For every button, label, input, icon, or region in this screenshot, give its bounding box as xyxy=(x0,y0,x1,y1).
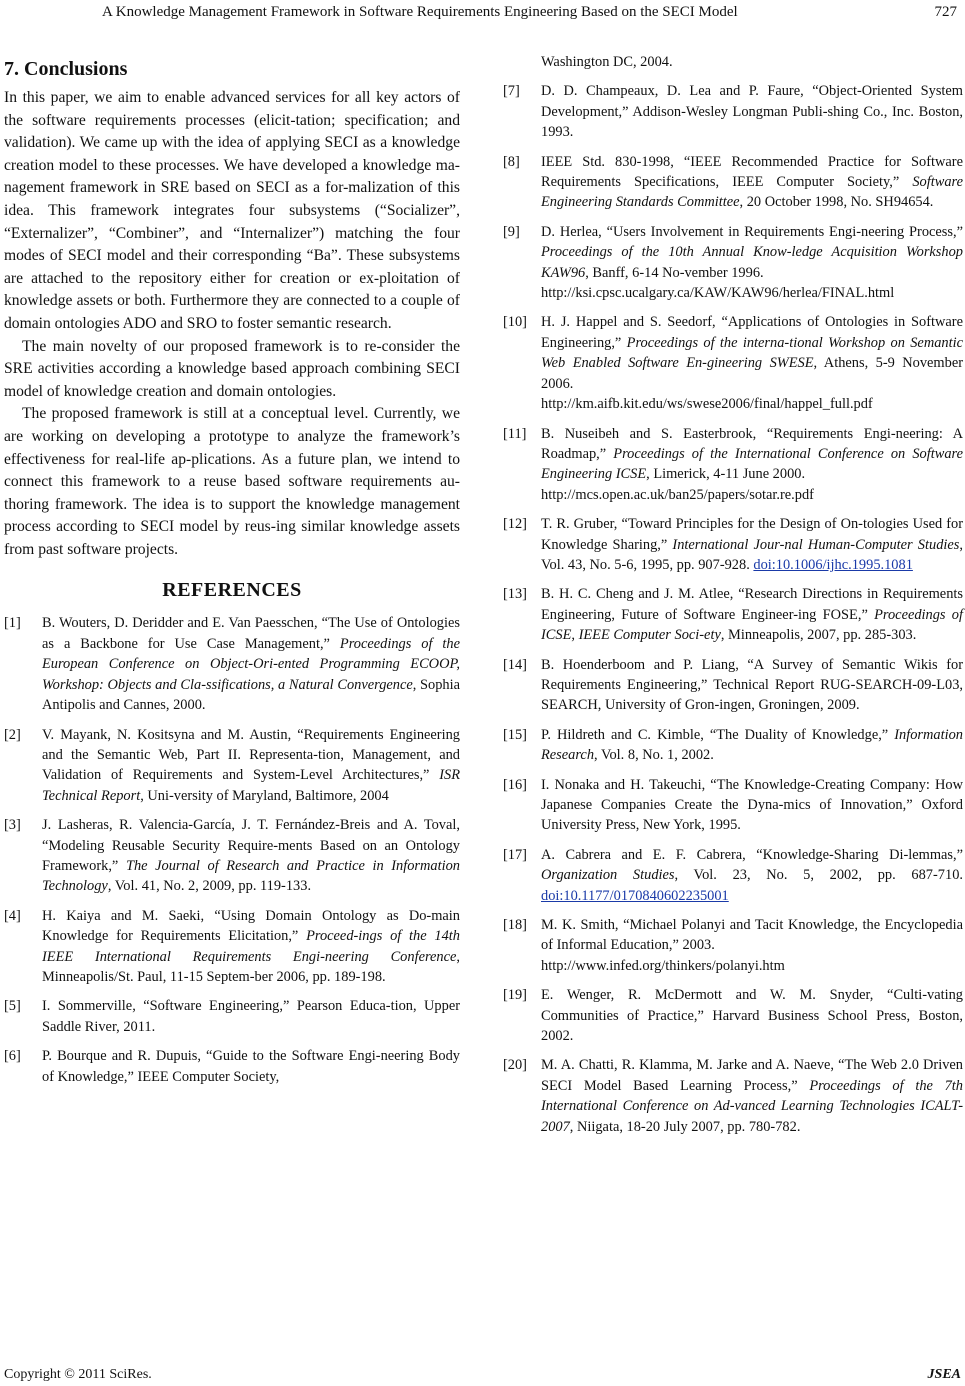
reference-text: B. Nuseibeh and S. Easterbrook, “Requirements Engi-neering: A Roadmap,” xyxy=(541,425,963,462)
reference-item xyxy=(503,775,963,836)
reference-details: , Vol. 8, No. 1, 2002. xyxy=(594,747,714,764)
references-heading: REFERENCES xyxy=(162,579,302,602)
references-list-right xyxy=(503,81,963,1137)
reference-venue: Proceed-ings of the 14th IEEE International Requirements Engi-neering Conference xyxy=(42,928,460,965)
reference-number: [15] xyxy=(503,726,527,743)
reference-text: D. Herlea, “Users Involvement in Requirements Engi-neering Process,” xyxy=(541,223,963,240)
reference-text: M. K. Smith, “Michael Polanyi and Tacit Knowledge, the Encyclopedia of Informal Education,” 2003. xyxy=(541,917,963,954)
reference-venue: Proceedings of the interna-tional Workshop on Semantic Web Enabled Software En-gineering SWESE xyxy=(541,334,963,372)
reference-text: A. Cabrera and E. F. Cabrera, “Knowledge-Sharing Di-lemmas,” xyxy=(541,846,963,863)
reference-venue: Proceedings of the European Conference on Object-Ori-ented Programming ECOOP, Workshop: Objects and Cla-ssifications, a Natural Convergence xyxy=(42,635,461,693)
reference-item xyxy=(503,584,963,645)
reference-details: , Vol. 41, No. 2, 2009, pp. 119-133. xyxy=(107,878,312,895)
reference-venue: ISR Technical Report xyxy=(42,767,460,804)
reference-number: [6] xyxy=(4,1048,21,1065)
reference-item xyxy=(503,915,963,976)
reference-venue: Proceedings of the 10th Annual Know-ledge Acquisition Workshop KAW96 xyxy=(541,244,963,281)
reference-text: B. Wouters, D. Deridder and E. Van Paesschen, “The Use of Ontologies as a Backbone for Use Case Management,” xyxy=(42,615,460,652)
reference-venue: International Jour-nal Human-Computer Studies xyxy=(672,536,960,553)
reference-text: I. Sommerville, “Software Engineering,” Pearson Educa-tion, Upper Saddle River, 2011. xyxy=(42,998,460,1035)
reference-number: [7] xyxy=(503,83,520,100)
reference-number: [18] xyxy=(503,917,527,934)
reference-number: [20] xyxy=(503,1057,527,1074)
reference-details: , Sophia Antipolis and Cannes, 2000. xyxy=(42,676,461,714)
reference-details: , Uni-versity of Maryland, Baltimore, 2004 xyxy=(140,787,389,804)
reference-item xyxy=(503,845,963,906)
reference-text: I. Nonaka and H. Takeuchi, “The Knowledge-Creating Company: How Japanese Companies Create the Dyna-mics of Innovation,” Oxford University Press, New York, 1995. xyxy=(541,776,963,834)
reference-number: [9] xyxy=(503,223,520,240)
reference-number: [4] xyxy=(4,907,21,924)
reference-details: , Vol. 23, No. 5, 2002, pp. 687-710. xyxy=(674,867,963,884)
reference-number: [13] xyxy=(503,586,527,603)
left-column xyxy=(4,50,460,1096)
reference-number: [8] xyxy=(503,153,520,170)
reference-number: [16] xyxy=(503,776,527,793)
reference-number: [3] xyxy=(4,817,21,834)
reference-details: , Minneapolis/St. Paul, 11-15 Septem-ber 2006, pp. 189-198. xyxy=(42,948,460,985)
running-head xyxy=(0,0,965,24)
conclusions-paragraph-2: The main novelty of our proposed framework is to re-consider the SRE activities according a knowledge based approach combining SECI model of knowledge creation and domain ontologies. xyxy=(4,337,460,400)
reference-text: P. Hildreth and C. Kimble, “The Duality of Knowledge,” xyxy=(541,726,895,743)
reference-item xyxy=(503,725,963,766)
reference-text: E. Wenger, R. McDermott and W. M. Snyder, “Culti-vating Communities of Practice,” Harvard Business School Press, Boston, 2002. xyxy=(541,987,963,1045)
doi-link[interactable]: doi:10.1177/0170840602235001 xyxy=(541,887,729,904)
reference-item xyxy=(4,815,460,897)
reference-venue: Proceedings of ICSE, IEEE Computer Soci-ety xyxy=(541,606,963,644)
reference-item xyxy=(503,222,963,304)
reference-item xyxy=(503,514,963,575)
reference-details: , Niigata, 18-20 July 2007, pp. 780-782. xyxy=(569,1118,801,1135)
reference-details: , Vol. 43, No. 5-6, 1995, pp. 907-928. xyxy=(541,536,963,573)
reference-url[interactable]: http://ksi.cpsc.ucalgary.ca/KAW/KAW96/herlea/FINAL.html xyxy=(541,285,895,302)
reference-text: D. D. Champeaux, D. Lea and P. Faure, “Object-Oriented System Development,” Addison-Wesley Longman Publi-shing Co., Inc. Boston, 1993. xyxy=(541,83,963,141)
reference-url[interactable]: http://www.infed.org/thinkers/polanyi.htm xyxy=(541,957,785,974)
conclusions-paragraph-3: The proposed framework is still at a conceptual level. Currently, we are working on developing a prototype to analyze the framework’s effectiveness for real-life ap-plications. As a future plan, we intend to connect this framework to a reuse based software requirements au-thoring framework. The idea is to support the knowledge management process according to SECI model by reus-ing similar knowledge assets from past software projects. xyxy=(4,405,460,558)
reference-venue: The Journal of Research and Practice in Information Technology xyxy=(42,857,460,895)
journal-abbreviation: JSEA xyxy=(927,1367,961,1382)
references-list-left xyxy=(4,613,460,1087)
reference-item xyxy=(503,81,963,142)
right-column xyxy=(503,52,963,1146)
reference-item xyxy=(503,312,963,414)
reference-text: H. Kaiya and M. Saeki, “Using Domain Ontology as Do-main Knowledge for Requirements Elicitation,” xyxy=(42,907,460,945)
copyright-notice: Copyright © 2011 SciRes. xyxy=(4,1367,152,1382)
reference-6-continuation: Washington DC, 2004. xyxy=(541,54,673,70)
reference-item xyxy=(4,613,460,715)
reference-number: [5] xyxy=(4,998,21,1015)
reference-url[interactable]: http://mcs.open.ac.uk/ban25/papers/sotar.re.pdf xyxy=(541,486,814,503)
reference-text: M. A. Chatti, R. Klamma, M. Jarke and A. Naeve, “The Web 2.0 Driven SECI Model Based Learning Process,” xyxy=(541,1057,963,1094)
reference-venue: Organization Studies xyxy=(541,867,675,884)
doi-link[interactable]: doi:10.1006/ijhc.1995.1081 xyxy=(753,556,913,573)
conclusions-paragraph-1: In this paper, we aim to enable advanced services for all key actors of the software requirements processes (elicit-tation; specification; and validation). We came up with the idea of applying SECI as a knowledge creation model to these processes. We have developed a knowledge ma-nagement framework in SRE based on SECI as a for-malization of this idea. This framework integrates four subsystems (“Socializer”, “Externalizer”, “Combiner”, and “Internalizer”) matching the four modes of SECI model and their corresponding “Ba”. These subsystems are attached to the repository either for creation or ex-ploitation of knowledge assets or both. Furthermore they are connected to a couple of domain ontologies ADO and SRO to foster semantic research. xyxy=(4,89,460,332)
reference-number: [14] xyxy=(503,656,527,673)
reference-text: B. H. C. Cheng and J. M. Atlee, “Research Directions in Requirements Engineering, Future of Software Engineer-ing FOSE,” xyxy=(541,586,963,623)
reference-number: [17] xyxy=(503,846,527,863)
reference-text: H. J. Happel and S. Seedorf, “Applications of Ontologies in Software Engineering,” xyxy=(541,314,963,351)
reference-details: , Banff, 6-14 No-vember 1996. xyxy=(585,264,764,281)
reference-details: , Limerick, 4-11 June 2000. xyxy=(646,466,806,483)
reference-text: P. Bourque and R. Dupuis, “Guide to the Software Engi-neering Body of Knowledge,” IEEE Computer Society, xyxy=(42,1048,460,1085)
reference-venue: Information Research xyxy=(541,726,963,764)
reference-details: , Minneapolis, 2007, pp. 285-303. xyxy=(720,627,917,644)
reference-number: [1] xyxy=(4,615,21,632)
reference-number: [2] xyxy=(4,726,21,743)
reference-number: [11] xyxy=(503,425,527,442)
reference-item xyxy=(503,1055,963,1137)
reference-number: [10] xyxy=(503,314,527,331)
reference-item xyxy=(4,996,460,1037)
reference-item xyxy=(4,906,460,988)
reference-item xyxy=(503,985,963,1046)
reference-details: , Athens, 5-9 November 2006. xyxy=(541,355,963,392)
reference-text: IEEE Std. 830-1998, “IEEE Recommended Practice for Software Requirements Specifications, IEEE Computer Society,” xyxy=(541,153,963,191)
reference-text: J. Lasheras, R. Valencia-García, J. T. Fernández-Breis and A. Toval, “Modeling Reusable Security Require-ments Based on an Ontology Framework,” xyxy=(42,817,460,874)
reference-details: , 20 October 1998, No. SH94654. xyxy=(739,194,934,211)
reference-text: B. Hoenderboom and P. Liang, “A Survey of Semantic Wikis for Requirements Engineering,” Technical Report RUG-SEARCH-09-L03, SEARCH, University of Gron-ingen, Groningen, 2009. xyxy=(541,656,963,714)
reference-text: V. Mayank, N. Kositsyna and M. Austin, “Requirements Engineering and the Semantic Web, Part II. Representa-tion, Management, and Validation of Requirements and System-Level Architectures,” xyxy=(42,726,460,784)
reference-number: [19] xyxy=(503,987,527,1004)
reference-item xyxy=(4,1046,460,1087)
reference-item xyxy=(503,424,963,506)
reference-venue: Proceedings of the International Conference on Software Engineering ICSE xyxy=(541,445,963,483)
conclusions-heading: 7. Conclusions xyxy=(4,58,128,80)
reference-url[interactable]: http://km.aifb.kit.edu/ws/swese2006/final/happel_full.pdf xyxy=(541,396,873,413)
page-number: 727 xyxy=(934,4,957,20)
reference-text: T. R. Gruber, “Toward Principles for the Design of On-tologies Used for Knowledge Sharing,” xyxy=(541,516,963,553)
reference-venue: Software Engineering Standards Committee xyxy=(541,174,963,211)
reference-item xyxy=(503,152,963,213)
reference-number: [12] xyxy=(503,516,527,533)
reference-venue: Proceedings of the 7th International Conference on Ad-vanced Learning Technologies ICALT-2007 xyxy=(541,1077,963,1135)
running-title: A Knowledge Management Framework in Software Requirements Engineering Based on the SECI Model xyxy=(102,4,738,20)
reference-item xyxy=(503,655,963,716)
reference-item xyxy=(4,725,460,807)
